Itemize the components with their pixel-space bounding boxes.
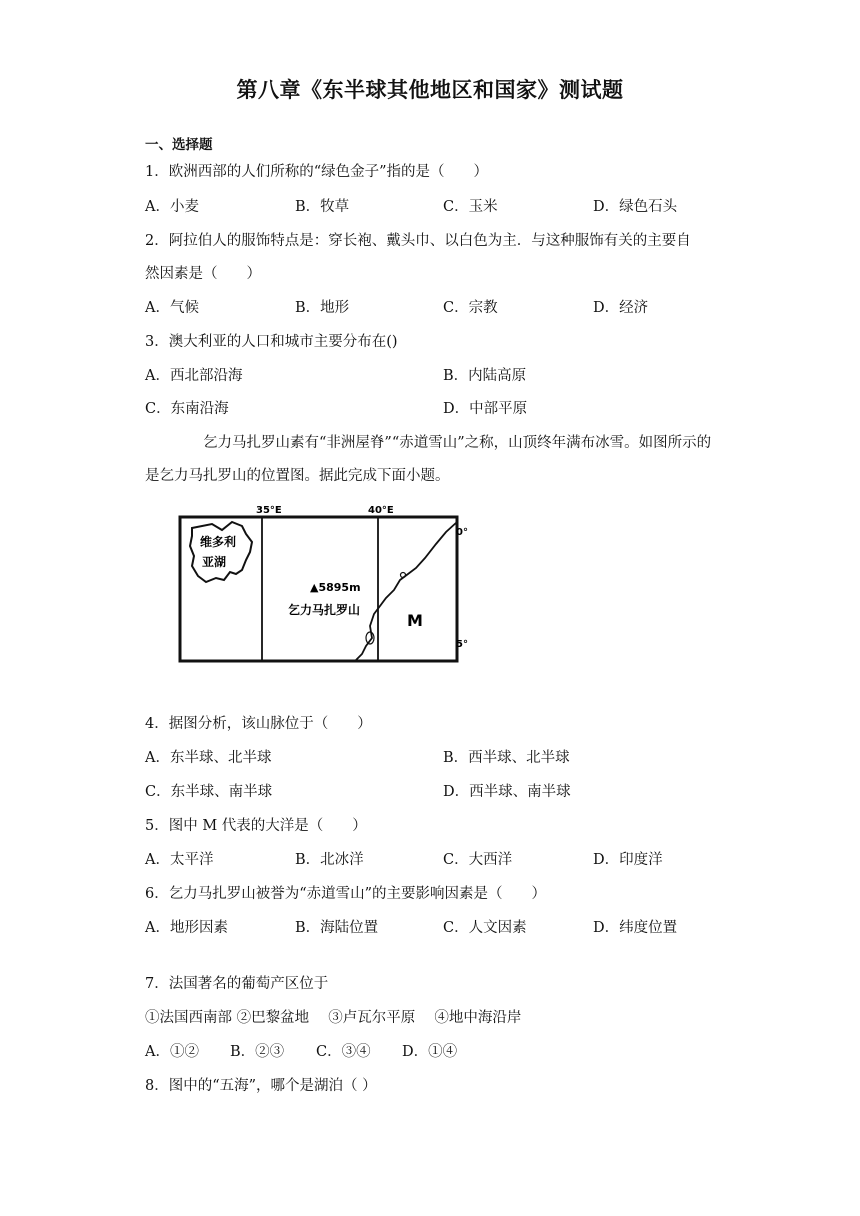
q4-option-d: D．西半球、南半球 <box>443 784 571 800</box>
q3-option-c: C．东南沿海 <box>145 401 229 417</box>
q7-option-d: D．①④ <box>402 1044 458 1060</box>
mountain-label: 乞力马扎罗山 <box>288 603 361 617</box>
q5-option-c: C．大西洋 <box>443 852 513 868</box>
peak-elevation-label: ▲5895m <box>310 581 361 594</box>
q4-option-c: C．东半球、南半球 <box>145 784 273 800</box>
q2-option-a: A．气候 <box>145 300 199 316</box>
q4-option-a: A．东半球、北半球 <box>145 750 272 766</box>
ocean-label-m: M <box>407 611 423 630</box>
question-1-stem: 1．欧洲西部的人们所称的“绿色金子”指的是（ ） <box>145 164 489 180</box>
q1-option-c: C．玉米 <box>443 199 498 215</box>
q4-option-b: B．西半球、北半球 <box>443 750 570 766</box>
q6-option-b: B．海陆位置 <box>295 920 379 936</box>
q3-option-a: A．西北部沿海 <box>145 368 243 384</box>
lake-label-line2: 亚湖 <box>202 555 227 569</box>
q7-option-c: C．③④ <box>316 1044 371 1060</box>
q6-option-d: D．纬度位置 <box>593 920 678 936</box>
reading-passage: 乞力马扎罗山素有“非洲屋脊”“赤道雪山”之称，山顶终年满布冰雪。如图所示的是乞力马扎罗山的位置图。据此完成下面小题。 <box>145 435 712 484</box>
question-8-stem: 8．图中的“五海”，哪个是湖泊（ ） <box>145 1078 377 1094</box>
q2-option-b: B．地形 <box>295 300 350 316</box>
section-heading: 一、选择题 <box>145 137 213 153</box>
page-title: 第八章《东半球其他地区和国家》测试题 <box>236 78 624 102</box>
q2-option-d: D．经济 <box>593 300 649 316</box>
lake-label-line1: 维多利 <box>200 535 237 549</box>
lat-label-5s: 5° <box>456 639 468 650</box>
q7-option-a: A．①② <box>145 1044 199 1060</box>
coastline <box>356 522 457 660</box>
question-2-stem-line1: 2．阿拉伯人的服饰特点是：穿长袍、戴头巾、以白色为主．与这种服饰有关的主要自 <box>145 233 691 249</box>
lat-label-0: 0° <box>456 527 468 538</box>
question-5-stem: 5．图中 M 代表的大洋是（ ） <box>145 818 367 834</box>
q1-option-b: B．牧草 <box>295 199 350 215</box>
lake-victoria-outline <box>190 522 252 582</box>
q2-option-c: C．宗教 <box>443 300 498 316</box>
q1-option-d: D．绿色石头 <box>593 199 678 215</box>
q7-option-b: B．②③ <box>230 1044 285 1060</box>
kilimanjaro-location-map <box>170 500 480 670</box>
q3-option-d: D．中部平原 <box>443 401 528 417</box>
q5-option-a: A．太平洋 <box>145 852 214 868</box>
question-6-stem: 6．乞力马扎罗山被誉为“赤道雪山”的主要影响因素是（ ） <box>145 886 547 902</box>
q5-option-d: D．印度洋 <box>593 852 663 868</box>
q1-option-a: A．小麦 <box>145 199 199 215</box>
lon-label-35e: 35°E <box>256 505 282 516</box>
q6-option-a: A．地形因素 <box>145 920 228 936</box>
question-7-items: ①法国西南部 ②巴黎盆地 ③卢瓦尔平原 ④地中海沿岸 <box>145 1010 522 1026</box>
question-7-stem: 7．法国著名的葡萄产区位于 <box>145 976 329 992</box>
question-3-stem: 3．澳大利亚的人口和城市主要分布在() <box>145 334 398 350</box>
question-4-stem: 4．据图分析，该山脉位于（ ） <box>145 716 372 732</box>
q3-option-b: B．内陆高原 <box>443 368 527 384</box>
q5-option-b: B．北冰洋 <box>295 852 364 868</box>
question-2-stem-line2: 然因素是（ ） <box>145 266 261 282</box>
lon-label-40e: 40°E <box>368 505 394 516</box>
q6-option-c: C．人文因素 <box>443 920 527 936</box>
